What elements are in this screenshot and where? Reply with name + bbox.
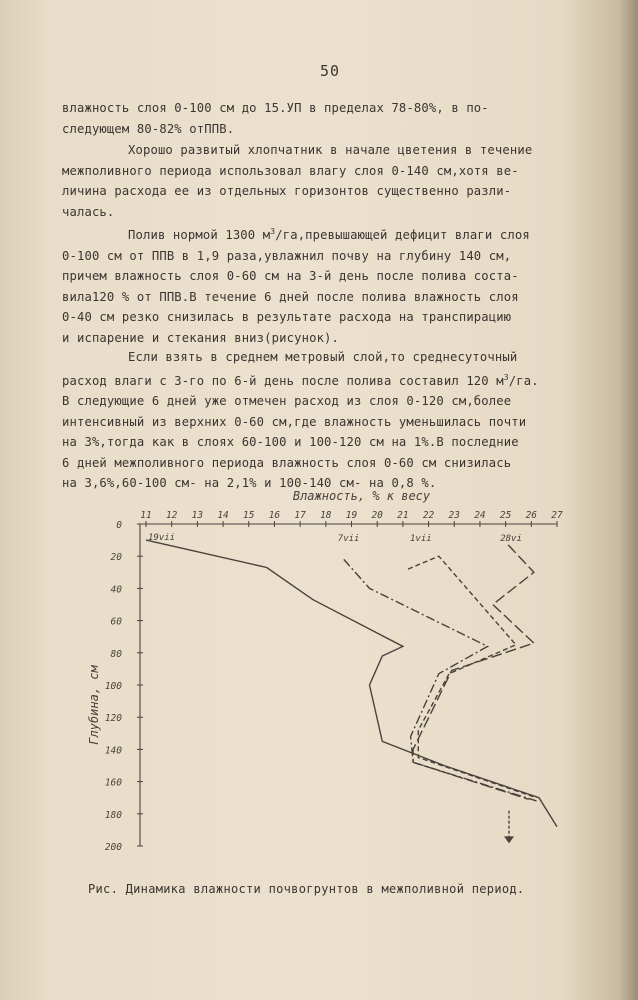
x-tick-label: 27 [551,510,563,521]
x-tick-label: 12 [165,510,178,521]
text-line: причем влажность слоя 0-60 см на 3-й день после полива соста- [62,269,519,283]
series-label: 19vii [148,533,176,543]
superscript: 3 [503,372,509,382]
x-tick-label: 20 [371,510,383,521]
superscript: 3 [270,227,276,236]
series-label: 28vi [500,534,522,544]
y-tick-label: 0 [116,520,122,531]
x-tick-label: 15 [243,510,255,521]
y-tick-label: 60 [110,616,122,628]
y-tick-label: 80 [110,648,122,660]
x-tick-label: 26 [525,510,538,521]
text-line: чалась. [62,204,115,219]
y-axis-title: Глубина, см [87,665,101,745]
x-tick-label: 11 [140,510,152,521]
text-line: 0-40 см резко снизилась в результате расхода на транспирацию [62,310,512,324]
x-tick-label: 17 [294,510,306,521]
x-axis-title: Влажность, % к весу [292,489,431,503]
series-label: 1vii [410,534,432,544]
text-line: и испарение и стекания вниз(рисунок). [62,330,340,345]
series-line-1vii [408,556,537,798]
x-tick-label: 25 [499,510,512,521]
x-tick-label: 22 [422,510,435,521]
x-tick-label: 24 [474,510,486,521]
text-line: на 3%,тогда как в слоях 60-100 и 100-120 см на 1%.В последние [62,435,519,449]
text-line: межполивного периода использовал влагу слоя 0-140 см,хотя ве- [62,163,519,178]
x-tick-label: 13 [191,510,204,521]
text-line: вила120 % от ППВ.В течение 6 дней после полива влажность слоя [62,289,519,304]
text-line: следующем 80-82% отППВ. [62,121,235,136]
text-line: на 3,6%,60-100 см- на 2,1% и 100-140 см- на 0,8 %. [62,476,437,490]
text-line: Хорошо развитый хлопчатник в начале цветения в течение [128,143,533,157]
text-line: личина расхода ее из отдельных горизонтов существенно разли- [62,184,512,198]
text-line: В следующие 6 дней уже отмечен расход из слоя 0-120 см,более [62,394,512,408]
series-label: 7vii [337,534,360,544]
x-tick-label: 21 [397,510,409,521]
text-line: расход влаги с 3-го по 6-й день после полива составил 120 $м^3/га$. [62,372,539,388]
y-tick-label: 200 [104,842,122,853]
y-tick-label: 120 [104,713,122,725]
text-line: 6 дней межполивного периода влажность слоя 0-60 см снизилась [62,455,512,470]
text-line: 0-100 см от ППВ в 1,9 раза,увлажнил почву на глубину 140 см, [62,248,512,263]
text-line: Если взять в среднем метровый слой,то среднесуточный [128,350,518,364]
text-line: Полив нормой 1300 $м^3/га,превышающей$ дефицит влаги слоя [128,227,530,242]
y-tick-label: 140 [104,745,122,757]
y-tick-label: 180 [104,809,122,821]
x-tick-label: 23 [448,510,460,521]
y-tick-label: 100 [104,681,122,692]
y-tick-label: 160 [104,777,122,789]
text-line: влажность слоя 0-100 см до 15.УП в пределах 78-80%, в по- [62,101,489,115]
page-number: 50 [319,62,341,80]
y-tick-label: 20 [110,552,122,564]
drain-arrow-head [504,836,514,843]
x-tick-label: 19 [345,510,358,521]
x-tick-label: 14 [217,510,229,521]
text-line: интенсивный из верхних 0-60 см,где влажность уменьшилась почти [62,414,527,429]
figure-caption: Рис. Динамика влажности почвогрунтов в межполивной период. [88,882,525,896]
x-tick-label: 16 [268,510,281,521]
y-tick-label: 40 [110,584,122,596]
x-tick-label: 18 [320,510,332,521]
